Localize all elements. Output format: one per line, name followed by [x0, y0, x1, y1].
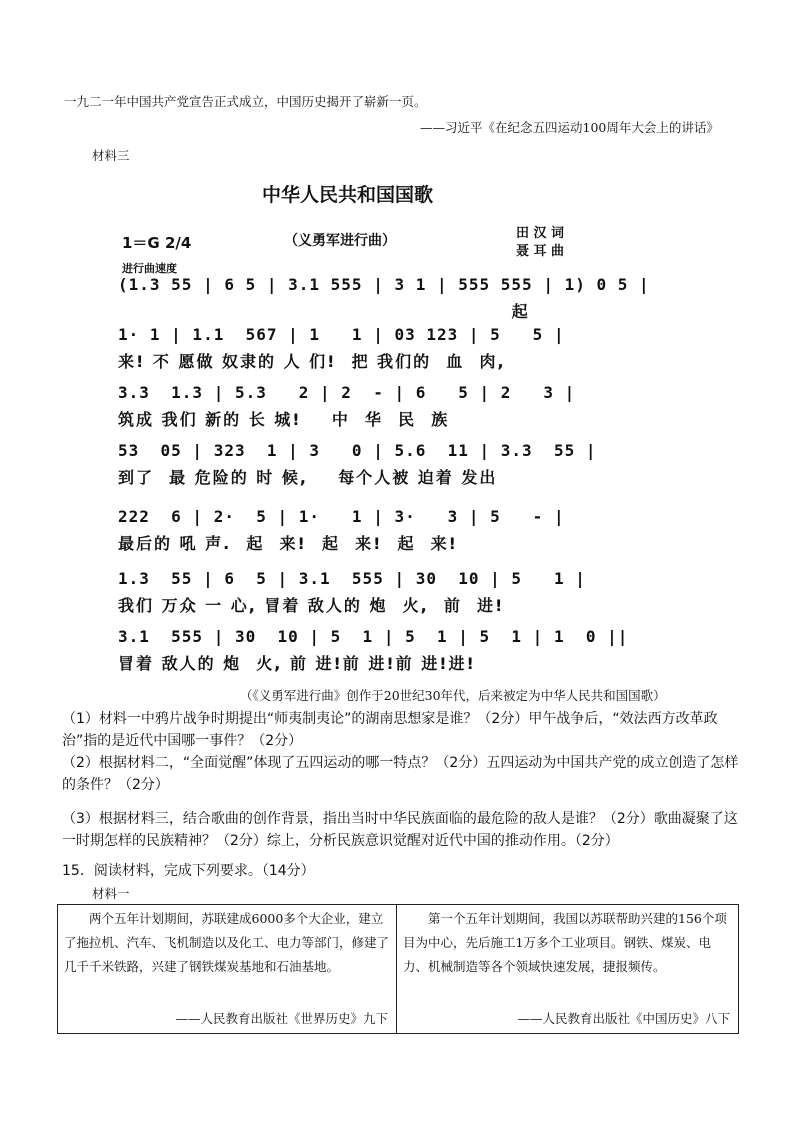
score-lyrics: 筑成 我们 新的 长 城! 中 华 民 族 [118, 410, 450, 429]
right-cell-text: 第一个五年计划期间，我国以苏联帮助兴建的156个项目为中心，先后施工1万多个工业项目。钢铁、煤炭、电力、机械制造等各个领域快速发展，捷报频传。 [403, 911, 727, 974]
question-3: （3）根据材料三，结合歌曲的创作背景，指出当时中华民族面临的最危险的敌人是谁？（2分）歌曲凝聚了这一时期怎样的民族精神？（2分）综上，分析民族意识觉醒对近代中国的推动作用。（2分） [62, 811, 738, 849]
intro-source: ——习近平《在纪念五四运动100周年大会上的讲话》 [420, 120, 719, 135]
score-lyrics: 冒着 敌人的 炮 火, 前 进!前 进!前 进!进! [118, 654, 476, 673]
left-cell-source: ——人民教育出版社《世界历史》九下 [175, 1011, 388, 1026]
anthem-caption: （《义勇军进行曲》创作于20世纪30年代，后来被定为中华人民共和国国歌） [240, 688, 666, 703]
material-three-label: 材料三 [92, 148, 130, 163]
score-lyrics: 最后的 吼 声. 起 来! 起 来! 起 来! [118, 534, 458, 553]
question-1: （1）材料一中鸦片战争时期提出“师夷制夷论”的湖南思想家是谁？（2分）甲午战争后，“效法西方改革政治”指的是近代中国哪一事件？（2分） [62, 711, 718, 749]
anthem-lyricist: 田 汉 词 [516, 226, 565, 241]
material-table [57, 904, 739, 1034]
score-notes: 222 6 | 2· 5 | 1· 1 | 3· 3 | 5 - | [118, 507, 565, 526]
music-score [118, 205, 650, 675]
score-notes: 1· 1 | 1.1 567 | 1 1 | 03 123 | 5 5 | [118, 325, 565, 344]
material-one-label: 材料一 [92, 886, 130, 901]
anthem-tempo: 进行曲速度 [122, 262, 177, 275]
score-row [118, 441, 618, 501]
question-2: （2）根据材料二，“全面觉醒”体现了五四运动的哪一特点？（2分）五四运动为中国共产党的成立创造了怎样的条件？（2分） [62, 755, 739, 793]
score-row [118, 569, 618, 629]
anthem-title: 中华人民共和国国歌 [262, 184, 434, 206]
table-cell-left [58, 905, 397, 1033]
score-notes: 3.3 1.3 | 5.3 2 | 2 - | 6 5 | 2 3 | [118, 383, 576, 402]
score-row [118, 325, 618, 385]
score-lyrics: 到了 最 危险的 时 候, 每个人被 迫着 发出 [118, 468, 498, 487]
score-row [118, 507, 618, 567]
anthem-composer: 聂 耳 曲 [516, 244, 565, 259]
left-cell-text: 两个五年计划期间，苏联建成6000多个大企业，建立了拖拉机、汽车、飞机制造以及化工、电力等部门，修建了几千千米铁路，兴建了钢铁煤炭基地和石油基地。 [64, 911, 390, 974]
anthem-key: 1＝G 2/4 [122, 234, 192, 252]
anthem-subtitle: （义勇军进行曲） [284, 233, 396, 249]
right-cell-source: ——人民教育出版社《中国历史》八下 [517, 1011, 730, 1026]
table-cell-right [397, 905, 738, 1033]
score-lyrics: 来! 不 愿做 奴隶的 人 们! 把 我们的 血 肉, [118, 352, 506, 371]
score-notes: 1.3 55 | 6 5 | 3.1 555 | 30 10 | 5 1 | [118, 569, 586, 588]
intro-text: 一九二一年中国共产党宣告正式成立，中国历史揭开了崭新一页。 [64, 94, 427, 109]
score-lyrics: 起 [118, 302, 530, 321]
score-row [118, 627, 629, 687]
score-notes: 53 05 | 323 1 | 3 0 | 5.6 11 | 3.3 55 | [118, 441, 597, 460]
score-notes: (1.3 55 | 6 5 | 3.1 555 | 3 1 | 555 555 | 1) 0 5 | [118, 275, 650, 294]
score-notes: 3.1 555 | 30 10 | 5 1 | 5 1 | 5 1 | 1 0 || [118, 627, 629, 646]
score-lyrics: 我们 万众 一 心, 冒着 敌人的 炮 火, 前 进! [118, 596, 505, 615]
score-row [118, 383, 618, 443]
question-15: 15．阅读材料，完成下列要求。（14分） [62, 863, 315, 879]
